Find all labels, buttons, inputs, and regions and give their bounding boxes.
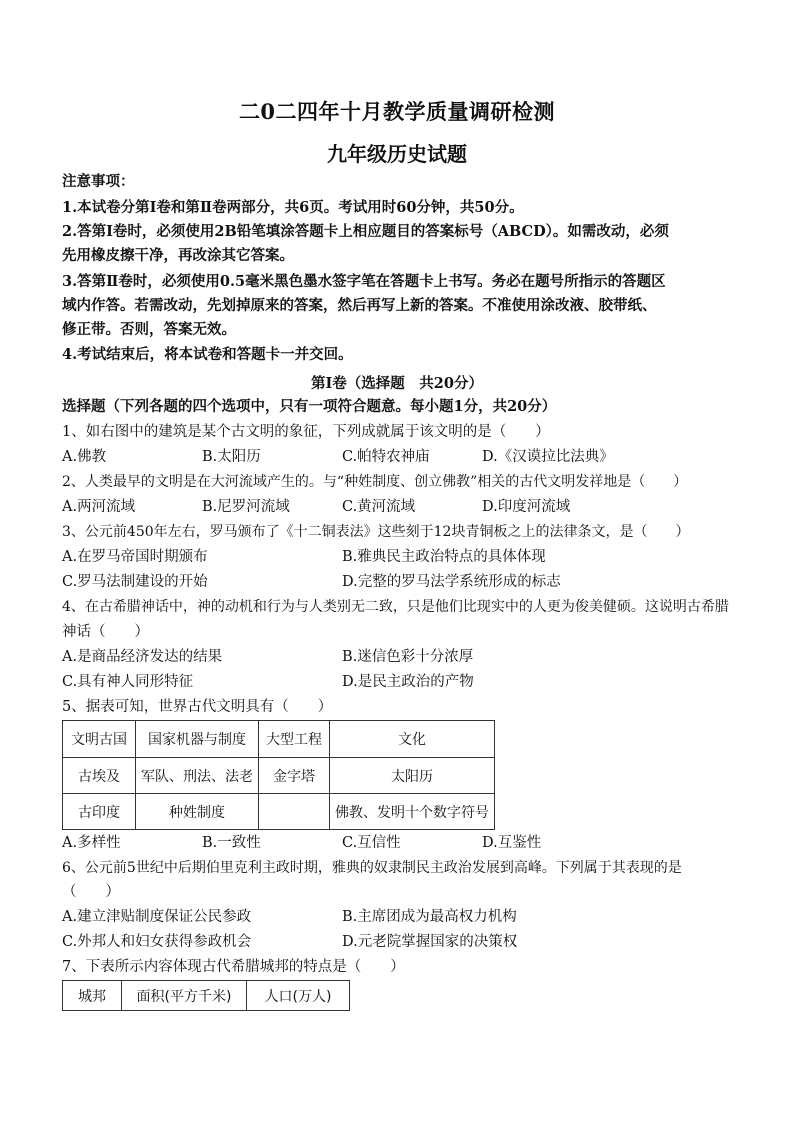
notice-line: 域内作答。若需改动，先划掉原来的答案，然后再写上新的答案。不准使用涂改液、胶带纸、 xyxy=(62,297,657,314)
q1-option-d: D.《汉谟拉比法典》 xyxy=(482,449,614,465)
question-7-stem: 7、下表所示内容体现古代希腊城邦的特点是（ ） xyxy=(62,959,405,975)
q2-option-d: D.印度河流域 xyxy=(482,499,571,515)
section-instruction: 选择题（下列各题的四个选项中，只有一项符合题意。每小题1分，共20分） xyxy=(62,398,557,415)
table-cell: 太阳历 xyxy=(330,758,495,794)
q4-option-d: D.是民主政治的产物 xyxy=(342,674,474,690)
q7-table xyxy=(62,980,350,1011)
q5-option-d: D.互鉴性 xyxy=(482,835,542,851)
q1-option-c: C.帕特农神庙 xyxy=(342,449,430,465)
question-2-stem: 2、人类最早的文明是在大河流域产生的。与“种姓制度、创立佛教”相关的古代文明发祥地是（ ） xyxy=(62,474,688,490)
table-cell: 金字塔 xyxy=(259,758,330,794)
q3-option-a: A.在罗马帝国时期颁布 xyxy=(62,549,208,565)
q1-option-a: A.佛教 xyxy=(62,449,107,465)
q5-table xyxy=(62,720,495,830)
notice-line: 3.答第Ⅱ卷时，必须使用0.5毫米黑色墨水签字笔在答题卡上书写。务必在题号所指示的答题区 xyxy=(62,273,666,290)
q4-option-c: C.具有神人同形特征 xyxy=(62,674,194,690)
table-cell: 古印度 xyxy=(63,794,136,830)
q5-option-c: C.互信性 xyxy=(342,835,401,851)
q3-option-d: D.完整的罗马法学系统形成的标志 xyxy=(342,574,561,590)
table-header: 大型工程 xyxy=(259,721,330,758)
question-3-stem: 3、公元前450年左右，罗马颁布了《十二铜表法》这些刻于12块青铜板之上的法律条文，是（ ） xyxy=(62,524,690,540)
table-header: 国家机器与制度 xyxy=(136,721,259,758)
table-header: 文明古国 xyxy=(63,721,136,758)
q6-option-d: D.元老院掌握国家的决策权 xyxy=(342,934,518,950)
q2-option-c: C.黄河流域 xyxy=(342,499,416,515)
q5-option-b: B.一致性 xyxy=(202,835,261,851)
exam-title: 二0二四年十月教学质量调研检测 xyxy=(238,99,556,124)
table-cell: 种姓制度 xyxy=(136,794,259,830)
table-header: 人口(万人) xyxy=(247,981,350,1011)
table-row xyxy=(63,758,495,794)
q6-option-b: B.主席团成为最高权力机构 xyxy=(342,909,517,925)
question-6-stem: 6、公元前5世纪中后期伯里克利主政时期，雅典的奴隶制民主政治发展到高峰。下列属于其表现的是 xyxy=(62,860,682,876)
q3-option-b: B.雅典民主政治特点的具体体现 xyxy=(342,549,546,565)
table-cell: 军队、刑法、法老 xyxy=(136,758,259,794)
table-cell: 古埃及 xyxy=(63,758,136,794)
table-row xyxy=(63,794,495,830)
question-6-stem-cont: （ ） xyxy=(62,884,120,900)
exam-subtitle: 九年级历史试题 xyxy=(327,142,467,166)
table-header: 面积(平方千米) xyxy=(122,981,247,1011)
q3-option-c: C.罗马法制建设的开始 xyxy=(62,574,208,590)
notice-line: 2.答第Ⅰ卷时，必须使用2B铅笔填涂答题卡上相应题目的答案标号（ABCD）。如需改动，必须 xyxy=(62,223,669,240)
q5-option-a: A.多样性 xyxy=(62,835,121,851)
q2-option-a: A.两河流域 xyxy=(62,499,136,515)
table-cell xyxy=(259,794,330,830)
q1-option-b: B.太阳历 xyxy=(202,449,261,465)
question-4-stem: 4、在古希腊神话中，神的动机和行为与人类别无二致，只是他们比现实中的人更为俊美健硕。这说明古希腊 xyxy=(62,599,729,615)
q2-option-b: B.尼罗河流域 xyxy=(202,499,290,515)
question-1-stem: 1、如右图中的建筑是某个古文明的象征，下列成就属于该文明的是（ ） xyxy=(62,424,550,440)
table-header: 城邦 xyxy=(63,981,122,1011)
notice-line: 先用橡皮擦干净，再改涂其它答案。 xyxy=(62,247,294,264)
section-title: 第Ⅰ卷（选择题 共20分） xyxy=(311,375,483,392)
notice-line: 4.考试结束后，将本试卷和答题卡一并交回。 xyxy=(62,346,353,363)
q6-option-a: A.建立津贴制度保证公民参政 xyxy=(62,909,252,925)
q4-option-a: A.是商品经济发达的结果 xyxy=(62,649,223,665)
q4-option-b: B.迷信色彩十分浓厚 xyxy=(342,649,474,665)
notice-heading: 注意事项： xyxy=(62,173,135,190)
question-5-stem: 5、据表可知，世界古代文明具有（ ） xyxy=(62,699,333,715)
question-4-stem-cont: 神话（ ） xyxy=(62,624,149,640)
q6-option-c: C.外邦人和妇女获得参政机会 xyxy=(62,934,252,950)
table-header: 文化 xyxy=(330,721,495,758)
table-cell: 佛教、发明十个数字符号 xyxy=(330,794,495,830)
notice-line: 1.本试卷分第Ⅰ卷和第Ⅱ卷两部分，共6页。考试用时60分钟，共50分。 xyxy=(62,199,524,216)
notice-line: 修正带。否则，答案无效。 xyxy=(62,321,236,338)
